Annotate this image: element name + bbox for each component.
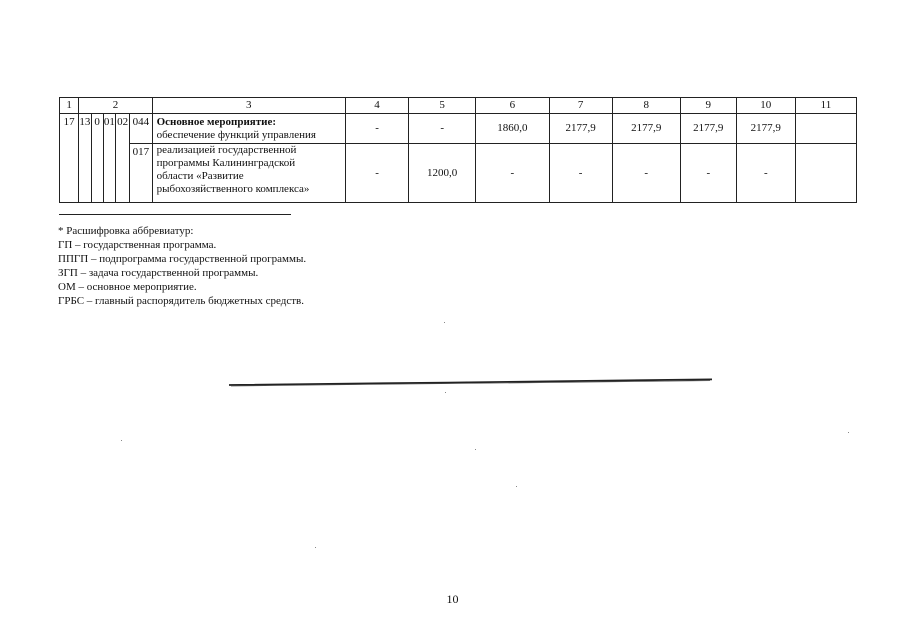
code-zgp: 0	[91, 114, 103, 203]
header-cell: 1	[60, 98, 79, 114]
code-om: 01	[103, 114, 115, 203]
header-cell: 5	[409, 98, 476, 114]
header-cell: 3	[152, 98, 345, 114]
header-cell: 6	[476, 98, 549, 114]
closing-line	[228, 378, 713, 388]
value-cell: 1860,0	[476, 114, 549, 144]
value-cell: 2177,9	[736, 114, 795, 144]
header-cell: 9	[680, 98, 736, 114]
value-cell	[795, 144, 856, 203]
table-row	[60, 144, 857, 203]
description-line: реализацией государственной	[156, 144, 297, 156]
notes-title: * Расшифровка аббревиатур:	[58, 225, 194, 237]
description-line: программы Калининградской	[156, 157, 296, 169]
code-grbs: 017	[130, 144, 152, 203]
header-cell: 2	[79, 98, 152, 114]
value-cell: -	[612, 144, 680, 203]
table-row	[60, 114, 857, 144]
header-cell: 11	[795, 98, 856, 114]
code-grbs: 044	[130, 114, 152, 144]
header-cell: 8	[612, 98, 680, 114]
description-line: обеспечение функций управления	[156, 129, 316, 141]
value-cell: -	[736, 144, 795, 203]
description-cell-bottom	[152, 144, 345, 203]
code-gp: 17	[60, 114, 79, 203]
value-cell: -	[680, 144, 736, 203]
value-cell	[795, 114, 856, 144]
value-cell: 2177,9	[549, 114, 612, 144]
value-cell: 2177,9	[680, 114, 736, 144]
header-cell: 10	[736, 98, 795, 114]
note-item: ОМ – основное мероприятие.	[58, 281, 197, 293]
description-cell-top	[152, 114, 345, 144]
value-cell: -	[345, 114, 408, 144]
description-title: Основное мероприятие:	[156, 116, 277, 128]
value-cell: -	[345, 144, 408, 203]
value-cell: -	[476, 144, 549, 203]
header-cell: 4	[345, 98, 408, 114]
note-item: ГП – государственная программа.	[58, 239, 217, 251]
note-item: ЗГП – задача государственной программы.	[58, 267, 259, 279]
note-item: ППГП – подпрограмма государственной программы.	[58, 253, 307, 265]
value-cell: -	[409, 114, 476, 144]
page-number: 10	[446, 592, 459, 606]
footnote-separator	[59, 214, 291, 215]
header-cell: 7	[549, 98, 612, 114]
note-item: ГРБС – главный распорядитель бюджетных средств.	[58, 295, 305, 307]
budget-table	[59, 97, 857, 203]
value-cell: 2177,9	[612, 114, 680, 144]
code-ppgp: 13	[79, 114, 91, 203]
abbreviation-notes	[58, 224, 306, 308]
description-line: области «Развитие	[156, 170, 244, 182]
header-row	[60, 98, 857, 114]
code-sub: 02	[115, 114, 129, 203]
value-cell: -	[549, 144, 612, 203]
description-line: рыбохозяйственного комплекса»	[156, 183, 310, 195]
value-cell: 1200,0	[409, 144, 476, 203]
